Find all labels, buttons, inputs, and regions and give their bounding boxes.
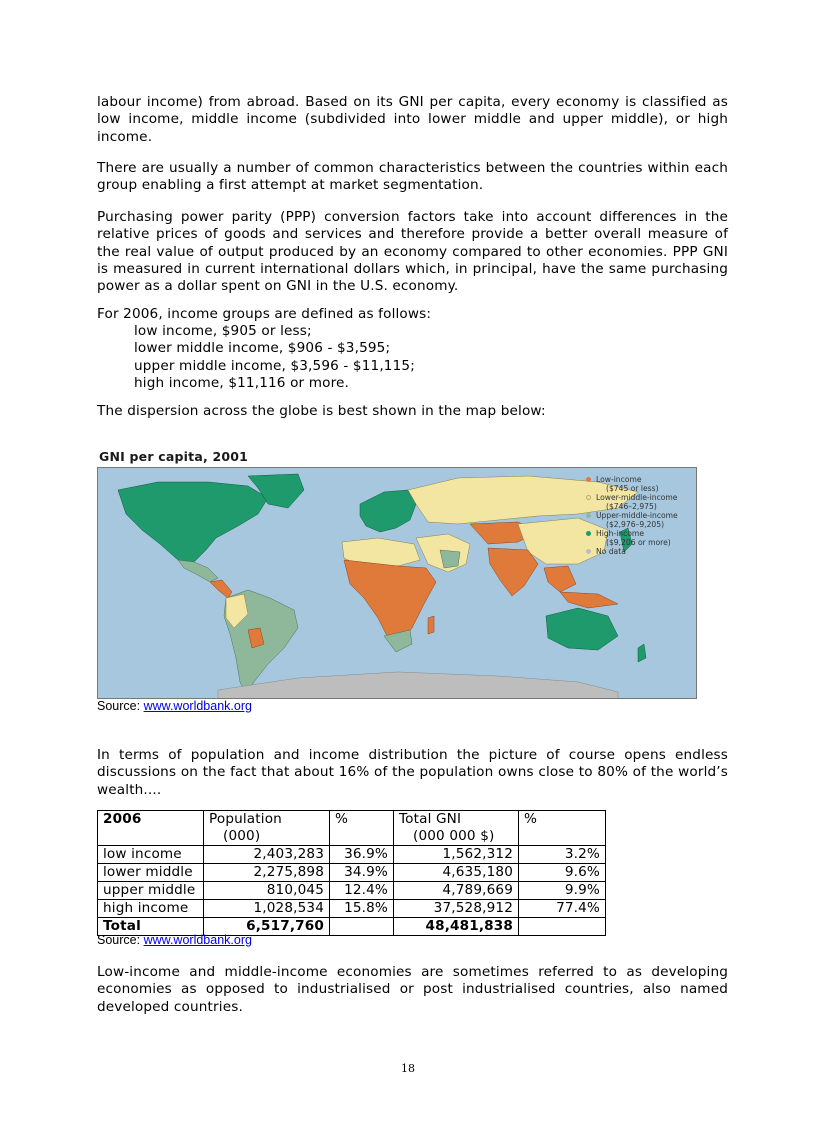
legend-swatch-lower-middle (586, 495, 591, 500)
map-source (97, 699, 252, 713)
legend-sub: ($746–2,975) (606, 502, 657, 511)
legend-swatch-upper-middle (586, 513, 591, 518)
table-header-cell: % (330, 811, 394, 846)
legend-swatch-no-data (586, 549, 591, 554)
table-cell: 36.9% (330, 846, 394, 864)
table-cell (519, 918, 606, 936)
legend-label: No data (596, 547, 626, 556)
paragraph-ppp: Purchasing power parity (PPP) conversion factors take into account differences in the relative prices of goods and services and therefore provide a better overall measure of the real value of output produced by an economy compared to other economies. PPP GNI is measured in current international dollars which, in principal, have the same purchasing power as a dollar spent on GNI in the U.S. economy. (97, 209, 728, 295)
header-line: Population (209, 811, 282, 827)
table-cell: 48,481,838 (394, 918, 519, 936)
source-prefix: Source: (97, 933, 144, 947)
table-cell: 9.9% (519, 882, 606, 900)
paragraph-developing-economies: Low-income and middle-income economies are sometimes referred to as developing economies as opposed to industrialised or post industrialised countries, also named developed countries. (97, 964, 728, 1015)
legend-label: Lower-middle-income (596, 493, 678, 502)
table-source (97, 933, 252, 947)
paragraph-distribution: In terms of population and income distribution the picture of course opens endless discussions on the fact that about 16% of the population owns close to 80% of the world’s wealth.... (97, 747, 728, 798)
legend-swatch-high (586, 531, 591, 536)
table-cell: 4,635,180 (394, 864, 519, 882)
legend-label: Low-income (596, 475, 642, 484)
table-cell: 3.2% (519, 846, 606, 864)
legend-sub: ($9,206 or more) (606, 538, 671, 547)
table-cell: 4,789,669 (394, 882, 519, 900)
legend-label: Upper-middle-income (596, 511, 678, 520)
table-header-row (98, 811, 606, 846)
header-line: (000 000 $) (413, 828, 495, 844)
paragraph-map-intro: The dispersion across the globe is best shown in the map below: (97, 403, 546, 419)
legend-sub: ($2,976–9,205) (606, 520, 665, 529)
legend-swatch-low (586, 477, 591, 482)
table-row (98, 846, 606, 864)
table-cell: 2,403,283 (204, 846, 330, 864)
table-header-cell (394, 811, 519, 846)
table-header-cell: 2006 (98, 811, 204, 846)
table-cell: 37,528,912 (394, 900, 519, 918)
list-item: lower middle income, $906 - $3,595; (134, 340, 391, 357)
map-legend (586, 475, 678, 556)
header-line: (000) (223, 828, 261, 844)
source-link[interactable]: www.worldbank.org (143, 933, 252, 947)
table-cell: 6,517,760 (204, 918, 330, 936)
income-distribution-table (97, 810, 606, 936)
table-cell: 12.4% (330, 882, 394, 900)
page-number: 18 (401, 1062, 415, 1075)
list-item: high income, $11,116 or more. (134, 374, 350, 391)
legend-item (586, 511, 678, 529)
table-row (98, 882, 606, 900)
table-cell: high income (98, 900, 204, 918)
list-item: upper middle income, $3,596 - $11,115; (134, 357, 415, 374)
table-cell: lower middle (98, 864, 204, 882)
table-header-cell (204, 811, 330, 846)
header-line: Total GNI (399, 811, 462, 827)
legend-item (586, 475, 678, 493)
table-cell: upper middle (98, 882, 204, 900)
legend-label: High-income (596, 529, 645, 538)
legend-item (586, 493, 678, 511)
table-cell: Total (98, 918, 204, 936)
table-cell: 77.4% (519, 900, 606, 918)
table-cell: 9.6% (519, 864, 606, 882)
world-map (97, 467, 697, 699)
legend-item (586, 547, 678, 556)
table-cell: 1,028,534 (204, 900, 330, 918)
source-link[interactable]: www.worldbank.org (143, 699, 252, 713)
list-item: low income, $905 or less; (134, 323, 312, 339)
income-groups-list (134, 323, 415, 392)
map-title: GNI per capita, 2001 (99, 449, 249, 464)
source-prefix: Source: (97, 699, 144, 713)
legend-sub: ($745 or less) (606, 484, 659, 493)
table-header-cell: % (519, 811, 606, 846)
table-cell (330, 918, 394, 936)
legend-item (586, 529, 678, 547)
table-cell: 15.8% (330, 900, 394, 918)
table-cell: low income (98, 846, 204, 864)
table-row (98, 900, 606, 918)
table-cell: 810,045 (204, 882, 330, 900)
table-cell: 34.9% (330, 864, 394, 882)
paragraph-income-groups-intro: For 2006, income groups are defined as follows: (97, 306, 432, 322)
paragraph-characteristics: There are usually a number of common characteristics between the countries within each group enabling a first attempt at market segmentation. (97, 160, 728, 194)
table-row (98, 864, 606, 882)
table-cell: 1,562,312 (394, 846, 519, 864)
paragraph-gni-classification: labour income) from abroad. Based on its GNI per capita, every economy is classified as low income, middle income (subdivided into lower middle and upper middle), or high income. (97, 94, 728, 145)
table-cell: 2,275,898 (204, 864, 330, 882)
